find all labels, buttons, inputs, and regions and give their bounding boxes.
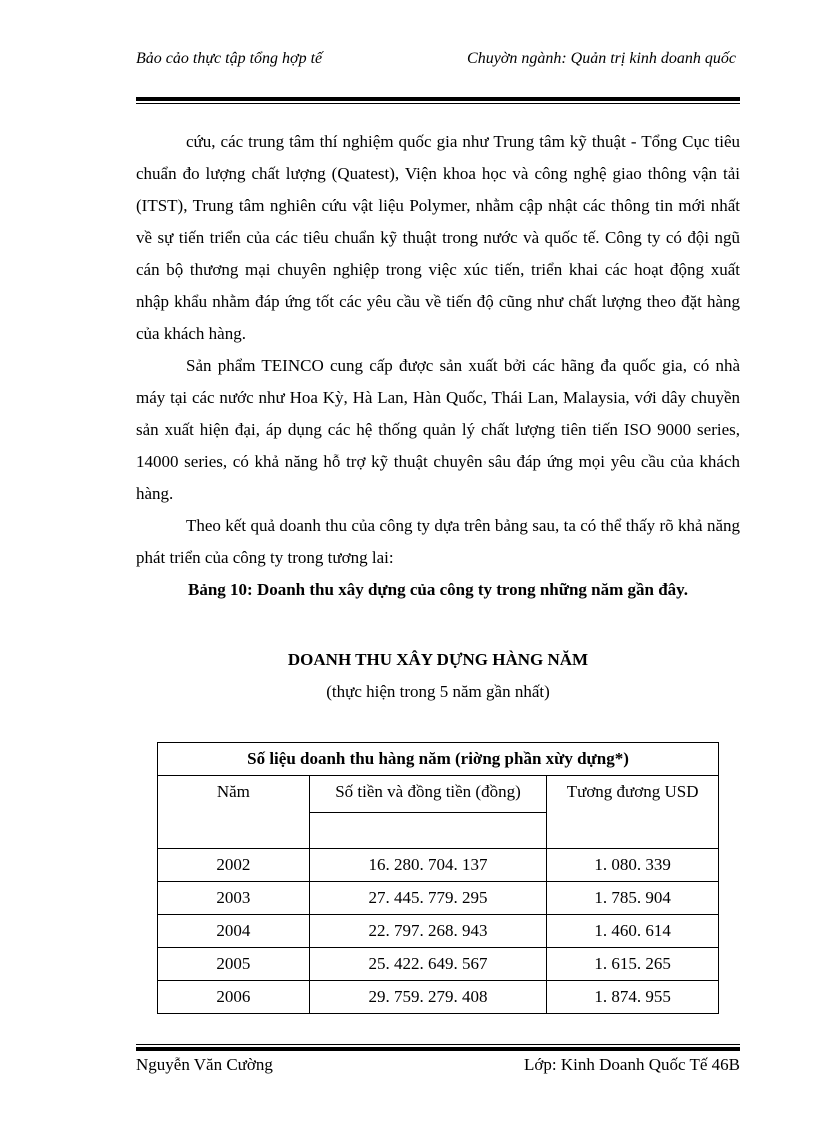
table-header: Số liệu doanh thu hàng năm (riờng phần xừy dựng*) [158,743,719,776]
table-row [158,882,719,915]
year-cell: 2005 [158,948,310,981]
usd-cell: 1. 785. 904 [547,882,719,915]
body-text [136,126,740,574]
usd-cell: 1. 460. 614 [547,915,719,948]
table-row [158,981,719,1014]
table-row [158,849,719,882]
column-header-usd: Tương đương USD [547,776,719,849]
footer-rule-thin [136,1044,740,1045]
header-left: Bảo cảo thực tập tổng hợp tế [136,50,323,67]
footer-rule-thick [136,1047,740,1051]
column-header-vnd: Số tiền và đồng tiền (đồng) [309,776,547,813]
year-cell: 2003 [158,882,310,915]
paragraph-1: cứu, các trung tâm thí nghiệm quốc gia như Trung tâm kỹ thuật - Tổng Cục tiêu chuẩn đo lượng chất lượng (Quatest), Viện khoa học và công nghệ giao thông vận tải (ITST), Trung tâm nghiên cứu vật liệu Polymer, nhằm cập nhật các thông tin mới nhất về sự tiến triển của các tiêu chuẩn kỹ thuật trong nước và quốc tế. Công ty có đội ngũ cán bộ thương mại chuyên nghiệp trong việc xúc tiến, triển khai các hoạt động xuất nhập khẩu nhằm đáp ứng tốt các yêu cầu về tiến độ cũng như chất lượng theo đặt hàng của khách hàng. [136,132,740,343]
usd-cell: 1. 080. 339 [547,849,719,882]
header-rule-thin [136,103,740,104]
table-title: DOANH THU XÂY DỰNG HÀNG NĂM [287,650,589,669]
vnd-cell: 27. 445. 779. 295 [309,882,547,915]
footer-class: Lớp: Kinh Doanh Quốc Tế 46B [524,1055,740,1074]
vnd-cell: 25. 422. 649. 567 [309,948,547,981]
vnd-cell: 16. 280. 704. 137 [309,849,547,882]
column-header-year: Năm [158,776,310,849]
vnd-cell: 29. 759. 279. 408 [309,981,547,1014]
revenue-table [157,742,719,1014]
header-rule-thick [136,97,740,101]
table-subtitle: (thực hiện trong 5 năm gần nhất) [326,682,550,701]
usd-cell: 1. 874. 955 [547,981,719,1014]
paragraph-2: Sản phẩm TEINCO cung cấp được sản xuất bởi các hãng đa quốc gia, có nhà máy tại các nước như Hoa Kỳ, Hà Lan, Hàn Quốc, Thái Lan, Malaysia, với dây chuyền sản xuất hiện đại, áp dụng các hệ thống quản lý chất lượng tiên tiến ISO 9000 series, 14000 series, có khả năng hỗ trợ kỹ thuật chuyên sâu đáp ứng mọi yêu cầu của khách hàng. [136,356,740,503]
year-cell: 2002 [158,849,310,882]
table-row [158,915,719,948]
year-cell: 2006 [158,981,310,1014]
table-caption: Bảng 10: Doanh thu xây dựng của công ty trong những năm gần đây. [188,580,688,599]
year-cell: 2004 [158,915,310,948]
paragraph-3: Theo kết quả doanh thu của công ty dựa trên bảng sau, ta có thể thấy rõ khả năng phát triển của công ty trong tương lai: [136,516,740,567]
page-header [136,50,740,90]
empty-subheader-cell [309,812,547,849]
usd-cell: 1. 615. 265 [547,948,719,981]
header-right: Chuyờn ngành: Quản trị kinh doanh quốc [467,50,736,67]
table-row [158,948,719,981]
vnd-cell: 22. 797. 268. 943 [309,915,547,948]
footer-author: Nguyễn Văn Cường [136,1055,273,1074]
